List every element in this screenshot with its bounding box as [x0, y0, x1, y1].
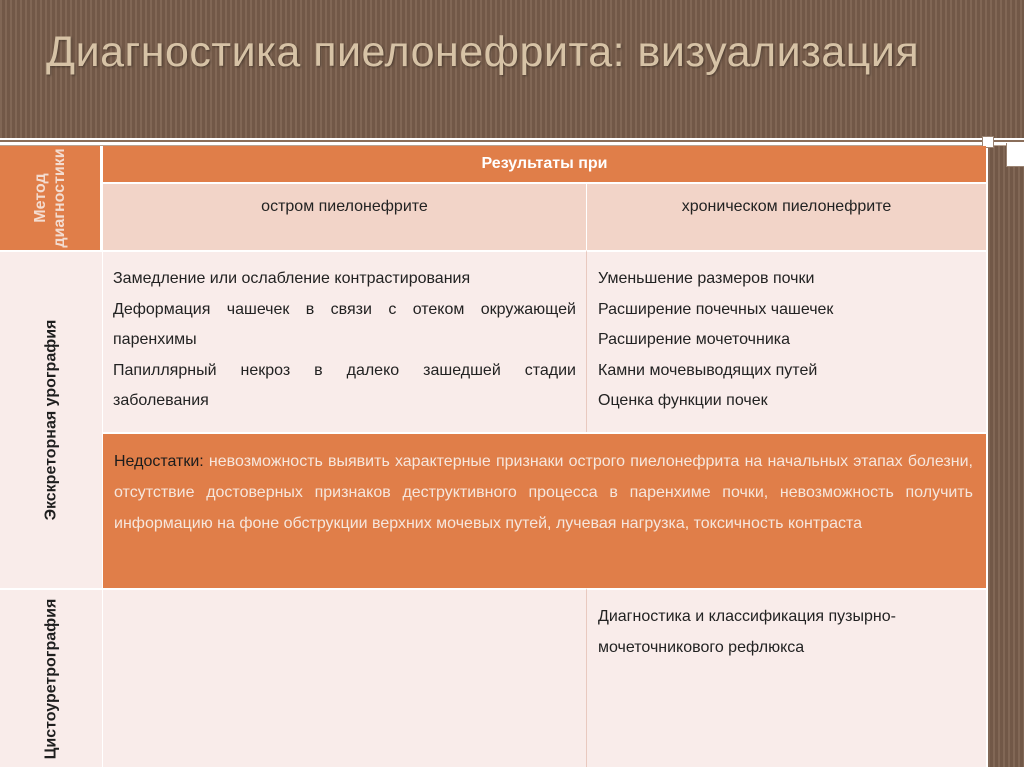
- column-header-acute-label: остром пиелонефрите: [261, 198, 428, 215]
- acute-urography-list: [113, 264, 576, 417]
- list-item: Уменьшение размеров почки: [598, 270, 815, 287]
- results-header: Результаты при: [103, 146, 986, 182]
- chronic-cystography-cell: Диагностика и классификация пузырно-мочеточникового рефлюкса: [587, 588, 986, 767]
- method-header-cell: [0, 146, 102, 250]
- list-item: Деформация чашечек в связи с отеком окружающей паренхимы: [113, 300, 576, 348]
- method-label-urography: Экскреторная урография: [42, 319, 60, 521]
- column-header-chronic-label: хроническом пиелонефрите: [681, 198, 892, 215]
- list-item: Расширение почечных чашечек: [598, 300, 834, 318]
- method-cell-urography: [0, 250, 102, 588]
- slide-header: [0, 0, 1024, 138]
- list-item: Папиллярный некроз в далеко зашедшей стадии заболевания: [113, 361, 576, 409]
- acute-urography-cell: [103, 250, 587, 432]
- drawbacks-cell: [103, 432, 986, 588]
- header-divider-line: [0, 140, 1024, 142]
- list-item: Замедление или ослабление контрастирования: [113, 270, 471, 287]
- method-label-cystography: Цистоуретрография: [42, 598, 60, 759]
- acute-cystography-cell: [103, 588, 587, 767]
- right-decor-strip: [988, 146, 1024, 767]
- drawbacks-text: невозможность выявить характерные признаки острого пиелонефрита на начальных этапах болезни, отсутствие достоверных признаков деструктивного процесса в паренхиме почки, невозможность получить информацию на фоне обструкции верхних мочевых путей, лучевая нагрузка, токсичность контраста: [114, 453, 973, 532]
- method-cell-cystography: [0, 588, 102, 767]
- list-item: Расширение мочеточника: [598, 331, 791, 348]
- method-header-label: Метод диагностики: [32, 148, 68, 248]
- list-item: Оценка функции почек: [598, 392, 768, 409]
- column-header-acute: [103, 182, 587, 250]
- slide-title: Диагностика пиелонефрита: визуализация: [46, 28, 920, 76]
- drawbacks-label: Недостатки:: [114, 453, 204, 470]
- decor-square: [1006, 143, 1024, 167]
- chronic-urography-cell: [587, 250, 986, 432]
- chronic-urography-list: [598, 264, 976, 417]
- column-header-chronic: [587, 182, 986, 250]
- list-item: Камни мочевыводящих путей: [598, 361, 818, 379]
